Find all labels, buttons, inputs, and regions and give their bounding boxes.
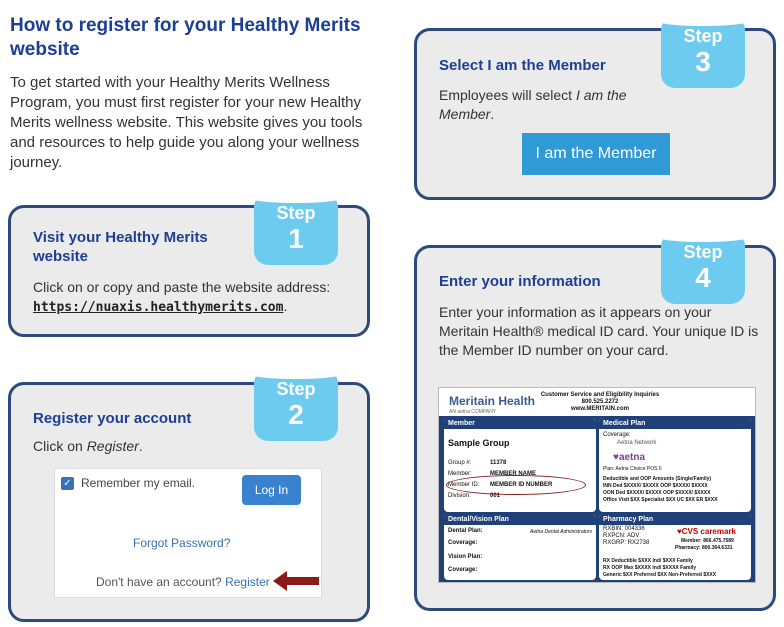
step4-badge-number: 4 xyxy=(695,262,711,293)
step2-badge xyxy=(254,371,338,441)
remember-email-checkbox[interactable]: ✓ xyxy=(61,477,74,490)
dental-value: Aetna Dental Administrators xyxy=(530,529,593,535)
division-label: Division: xyxy=(448,493,471,499)
member-id-card xyxy=(438,387,756,583)
member-id-label: Member ID: xyxy=(448,482,480,488)
step4-text: Enter your information as it appears on your Meritain Health® medical ID card. Your unique ID is the Member ID number on your card. xyxy=(439,304,759,358)
step3-title: Select I am the Member xyxy=(439,57,606,74)
no-account-line xyxy=(96,575,270,589)
customer-service-info xyxy=(535,392,665,413)
cs-line2: 800.525.2272 xyxy=(581,399,619,405)
step1-period: . xyxy=(283,298,288,314)
meritain-logo: Meritain Health xyxy=(449,394,536,408)
step1-badge-label: Step xyxy=(276,203,316,223)
dental-panel xyxy=(444,514,596,580)
group-value: 11378 xyxy=(490,460,507,466)
forgot-password-link[interactable]: Forgot Password? xyxy=(133,536,231,550)
arrow-left-icon xyxy=(273,571,319,591)
member-panel-header: Member xyxy=(444,418,596,429)
pharmacy-panel xyxy=(599,514,751,580)
login-button[interactable]: Log In xyxy=(242,475,301,505)
member-id-value: MEMBER ID NUMBER xyxy=(490,482,553,488)
cvs-member: Member: 866.475.7589 xyxy=(681,538,734,544)
dental-coverage-label: Coverage: xyxy=(448,540,478,546)
step3-badge xyxy=(661,18,745,88)
step3-badge-label: Step xyxy=(683,26,723,46)
cvs-pharmacy: Pharmacy: 800.364.6331 xyxy=(675,545,733,551)
rxgrp: RXGRP: RX2738 xyxy=(603,540,650,546)
intro-paragraph: To get started with your Healthy Merits Wellness Program, you must first register for your new Healthy Merits wellness website. This website gives you tools and resources to help guide you along your wellness journey. xyxy=(10,74,363,171)
group-label: Group #: xyxy=(448,460,472,466)
deductible-line3: OON Ded $XXXX/ $XXXX OOP $XXXX/ $XXXX xyxy=(603,490,711,496)
id-card-header xyxy=(439,388,755,416)
login-form xyxy=(54,468,322,598)
no-account-text: Don't have an account? xyxy=(96,575,222,589)
member-panel xyxy=(444,418,596,512)
page-title: How to register for your Healthy Merits website xyxy=(10,15,361,60)
step1-title: Visit your Healthy Merits website xyxy=(33,229,208,265)
step1-badge xyxy=(254,195,338,265)
deductible-line4: Office Visit $XX Specialist $XX UC $XX ER $XXX xyxy=(603,497,718,503)
member-id-highlight xyxy=(446,475,586,495)
rx-generic: Generic $XX Preferred $XX Non-Preferred $XXX xyxy=(603,572,717,578)
step2-badge-number: 2 xyxy=(288,399,304,430)
remember-email-label: Remember my email. xyxy=(81,476,196,490)
cs-line3: www.MERITAIN.com xyxy=(570,406,629,412)
step4-badge xyxy=(661,234,745,304)
dental-panel-header: Dental/Vision Plan xyxy=(444,514,596,525)
step4-badge-label: Step xyxy=(683,242,723,262)
step2-title: Register your account xyxy=(33,410,192,427)
vision-label: Vision Plan: xyxy=(448,554,483,560)
member-label: Member: xyxy=(448,471,472,477)
rxpcn: RXPCN: ADV xyxy=(603,533,640,539)
step3-text-member: I am the Member xyxy=(439,87,627,122)
plan-line: Plan: Aetna Choice POS II xyxy=(603,466,662,472)
step1-text xyxy=(33,278,363,317)
pharmacy-panel-header: Pharmacy Plan xyxy=(599,514,751,525)
step2-text xyxy=(33,437,233,456)
step1-badge-number: 1 xyxy=(288,223,304,254)
coverage-label: Coverage: xyxy=(603,432,631,438)
dental-label: Dental Plan: xyxy=(448,528,483,534)
vision-coverage-label: Coverage: xyxy=(448,567,478,573)
step3-text-prefix: Employees will select xyxy=(439,87,576,103)
cvs-logo: ♥CVS caremark xyxy=(677,527,737,536)
meritain-logo-sub: AN aetna COMPANY xyxy=(449,409,497,415)
step1-instruction: Click on or copy and paste the website address: xyxy=(33,279,331,295)
group-name: Sample Group xyxy=(448,438,510,448)
medical-panel-header: Medical Plan xyxy=(599,418,751,429)
step2-text-prefix: Click on xyxy=(33,438,87,454)
deductible-line2: INN Ded $XXXX/ $XXXX OOP $XXXX/ $XXXX xyxy=(603,483,708,489)
deductible-line1: Deductible and OOP Amounts (Single/Family) xyxy=(603,476,712,482)
rx-oop: RX OOP Max $XXXX Ind/ $XXXX Family xyxy=(603,565,696,571)
website-link[interactable]: https://nuaxis.healthymerits.com xyxy=(33,300,284,315)
cs-line1: Customer Service and Eligibility Inquiries xyxy=(540,392,660,398)
step3-text xyxy=(439,86,659,124)
medical-panel xyxy=(599,418,751,512)
step4-title: Enter your information xyxy=(439,273,601,290)
step3-text-suffix: . xyxy=(490,106,495,122)
i-am-the-member-button[interactable]: I am the Member xyxy=(522,133,670,175)
step2-badge-label: Step xyxy=(276,379,316,399)
member-value: MEMBER NAME xyxy=(490,471,536,477)
register-link[interactable]: Register xyxy=(225,575,270,589)
rx-deductible: RX Deductible $XXX Ind/ $XXX Family xyxy=(603,558,693,564)
step2-text-suffix: . xyxy=(138,438,143,454)
step3-badge-number: 3 xyxy=(695,46,711,77)
rxbin: RXBIN: 004336 xyxy=(603,526,645,532)
division-value: 001 xyxy=(490,493,501,499)
coverage-value: Aetna Network xyxy=(617,440,657,446)
step2-text-register: Register xyxy=(86,438,139,454)
aetna-logo: ♥aetna xyxy=(613,452,646,463)
